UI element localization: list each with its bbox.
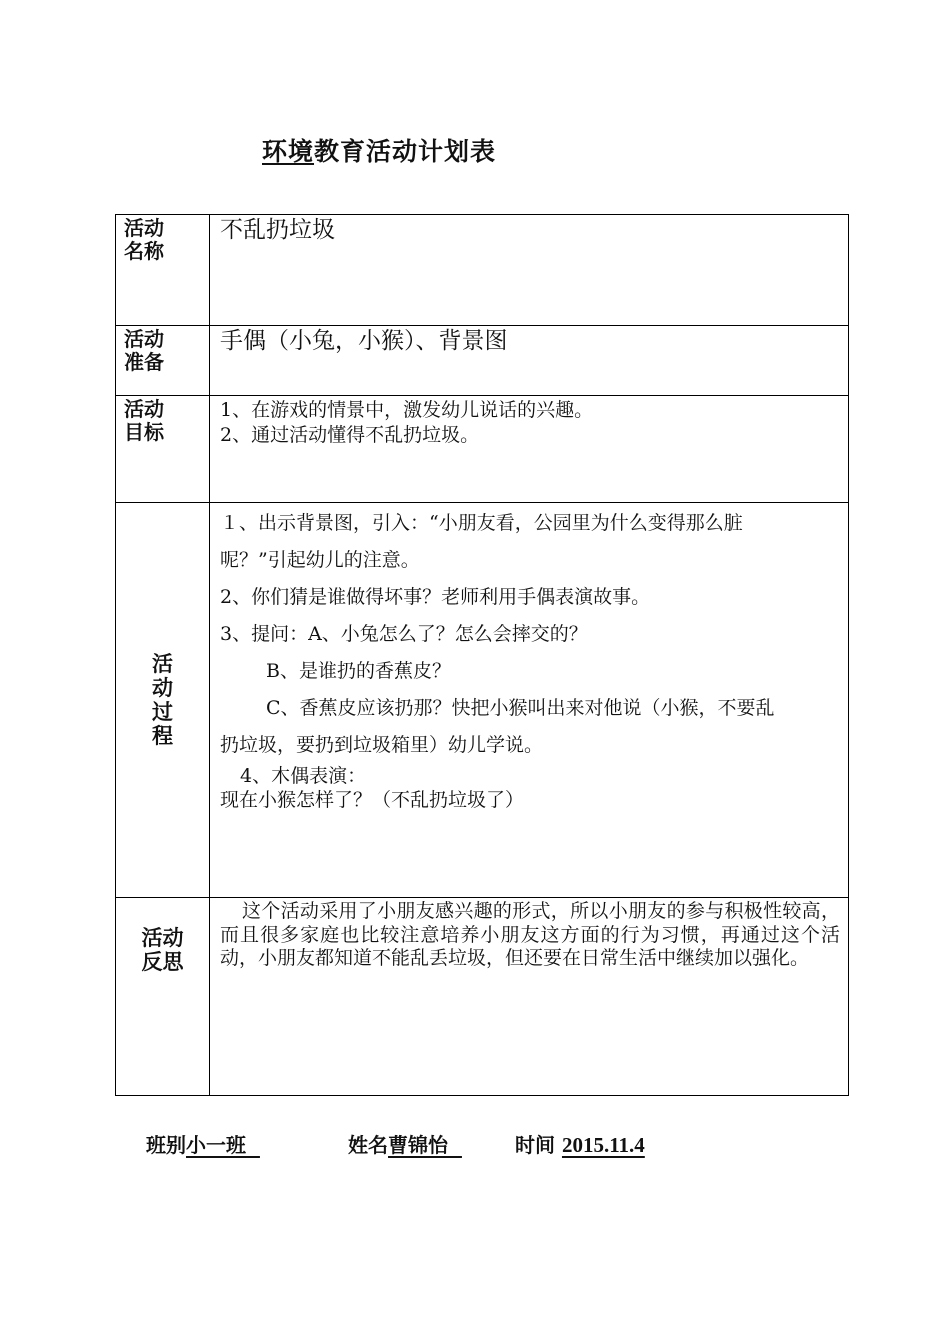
- label-line: 活动: [124, 216, 164, 240]
- class-label: 班别: [146, 1133, 186, 1157]
- label-activity-goal: [116, 396, 210, 503]
- process-line: 4、木偶表演：: [240, 765, 367, 787]
- process-line: １、出示背景图，引入：“小朋友看，公园里为什么变得那么脏: [220, 512, 743, 534]
- process-line: 3、提问：A、小兔怎么了？怎么会摔交的？: [220, 623, 588, 645]
- label-char: 程: [152, 724, 173, 748]
- activity-name-text: 不乱扔垃圾: [220, 217, 335, 243]
- page-title: [262, 132, 496, 168]
- name-value: 曹锦怡: [388, 1133, 448, 1157]
- label-line: 反思: [141, 950, 184, 974]
- title-underlined-part: 环境: [262, 137, 315, 166]
- name-label: 姓名: [348, 1133, 388, 1157]
- label-activity-prep: [116, 326, 210, 396]
- row-activity-process: [116, 503, 849, 898]
- label-char: 过: [152, 700, 173, 724]
- label-line: 目标: [124, 420, 164, 444]
- goal-line: 1、在游戏的情景中，激发幼儿说话的兴趣。: [220, 399, 594, 421]
- title-rest: 教育活动计划表: [314, 137, 497, 166]
- content-activity-reflection: [210, 898, 849, 1096]
- label-line: 活动: [124, 327, 164, 351]
- activity-plan-table: [115, 214, 849, 1096]
- row-activity-name: [116, 215, 849, 326]
- label-activity-process: [116, 503, 210, 898]
- time-field: [515, 1129, 645, 1158]
- row-activity-reflection: [116, 898, 849, 1096]
- label-line: 活动: [141, 926, 184, 950]
- process-line: 扔垃圾，要扔到垃圾箱里）幼儿学说。: [220, 734, 544, 756]
- process-line: 现在小猴怎样了？（不乱扔垃圾了）: [220, 789, 525, 811]
- label-char: 活: [152, 652, 173, 676]
- label-line: 活动: [124, 397, 164, 421]
- activity-prep-text: 手偶（小兔，小猴）、背景图: [220, 328, 508, 354]
- label-line: 名称: [124, 239, 164, 263]
- content-activity-goal: [210, 396, 849, 503]
- content-activity-prep: [210, 326, 849, 396]
- process-line: 呢？”引起幼儿的注意。: [220, 549, 420, 571]
- time-label: 时间: [515, 1133, 555, 1157]
- content-activity-name: [210, 215, 849, 326]
- name-field: [348, 1129, 462, 1158]
- label-line: 准备: [124, 350, 164, 374]
- label-char: 动: [152, 676, 173, 700]
- process-line: 2、你们猜是谁做得坏事？老师利用手偶表演故事。: [220, 586, 651, 608]
- row-activity-prep: [116, 326, 849, 396]
- label-activity-reflection: [116, 898, 210, 1096]
- label-activity-name: [116, 215, 210, 326]
- content-activity-process: [210, 503, 849, 898]
- reflection-text: 这个活动采用了小朋友感兴趣的形式，所以小朋友的参与积极性较高，而且很多家庭也比较注意培养小朋友这方面的行为习惯，再通过这个活动，小朋友都知道不能乱丢垃圾，但还要在日常生活中继续加以强化。: [220, 900, 840, 969]
- process-line: C、香蕉皮应该扔那？快把小猴叫出来对他说（小猴，不要乱: [266, 697, 775, 719]
- row-activity-goal: [116, 396, 849, 503]
- goal-line: 2、通过活动懂得不乱扔垃圾。: [220, 424, 480, 446]
- process-line: B、是谁扔的香蕉皮？: [266, 660, 451, 682]
- class-value: 小一班: [186, 1133, 246, 1157]
- class-field: [146, 1129, 260, 1158]
- time-value: 2015.11.4: [561, 1133, 645, 1157]
